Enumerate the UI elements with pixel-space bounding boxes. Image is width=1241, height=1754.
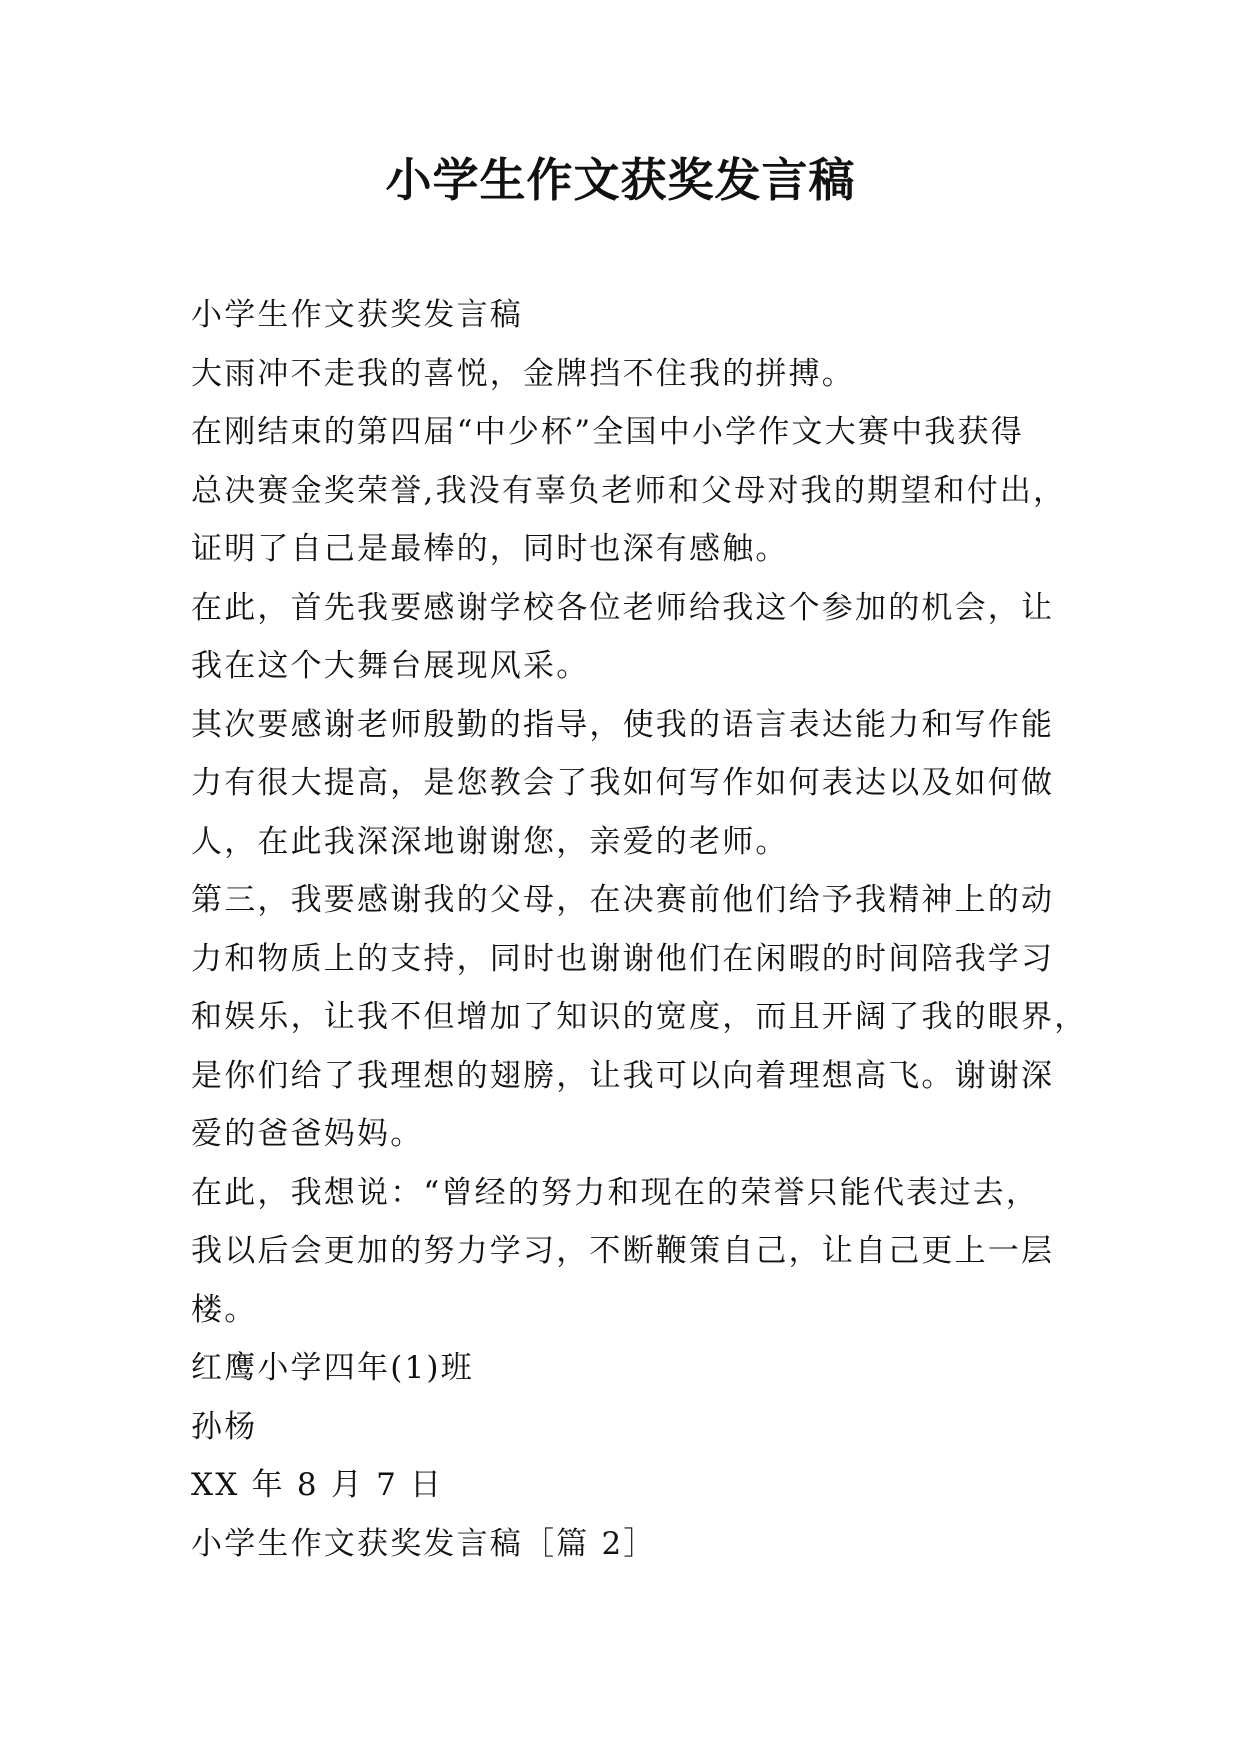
text-line: 证明了自己是最棒的，同时也深有感触。 bbox=[191, 531, 789, 567]
text-line: 第三，我要感谢我的父母，在决赛前他们给予我精神上的动 bbox=[191, 882, 1055, 918]
text-line: 在刚结束的第四届“中少杯”全国中小学作文大赛中我获得 bbox=[191, 414, 1024, 450]
text-line: 和娱乐，让我不但增加了知识的宽度，而且开阔了我的眼界， bbox=[191, 999, 1088, 1035]
text-line: 楼。 bbox=[191, 1291, 258, 1328]
text-line: 其次要感谢老师殷勤的指导，使我的语言表达能力和写作能 bbox=[191, 706, 1055, 743]
text-line: 是你们给了我理想的翅膀，让我可以向着理想高飞。谢谢深 bbox=[191, 1057, 1055, 1094]
text-line: 力和物质上的支持，同时也谢谢他们在闲暇的时间陪我学习 bbox=[191, 940, 1055, 977]
signature-date: XX 年 8 月 7 日 bbox=[191, 1467, 444, 1503]
text-line: 我以后会更加的努力学习，不断鞭策自己，让自己更上一层 bbox=[191, 1233, 1055, 1269]
section-heading: 小学生作文获奖发言稿［篇 2］ bbox=[191, 1525, 657, 1562]
text-line: 大雨冲不走我的喜悦，金牌挡不住我的拼搏。 bbox=[191, 355, 855, 392]
text-line: 爱的爸爸妈妈。 bbox=[191, 1116, 424, 1152]
text-line: 力有很大提高，是您教会了我如何写作如何表达以及如何做 bbox=[191, 765, 1055, 801]
text-line: 在此，我想说：“曾经的努力和现在的荣誉只能代表过去， bbox=[191, 1174, 1040, 1211]
text-line-subtitle: 小学生作文获奖发言稿 bbox=[191, 297, 523, 333]
text-line: 我在这个大舞台展现风采。 bbox=[191, 648, 590, 684]
signature-name: 孙杨 bbox=[191, 1408, 258, 1445]
text-line: 总决赛金奖荣誉,我没有辜负老师和父母对我的期望和付出， bbox=[191, 472, 1067, 509]
signature-class: 红鹰小学四年(1)班 bbox=[191, 1350, 474, 1386]
document-body bbox=[191, 286, 1088, 1573]
text-line: 在此，首先我要感谢学校各位老师给我这个参加的机会，让 bbox=[191, 589, 1055, 626]
text-line: 人，在此我深深地谢谢您，亲爱的老师。 bbox=[191, 823, 789, 860]
document-title: 小学生作文获奖发言稿 bbox=[385, 153, 856, 207]
